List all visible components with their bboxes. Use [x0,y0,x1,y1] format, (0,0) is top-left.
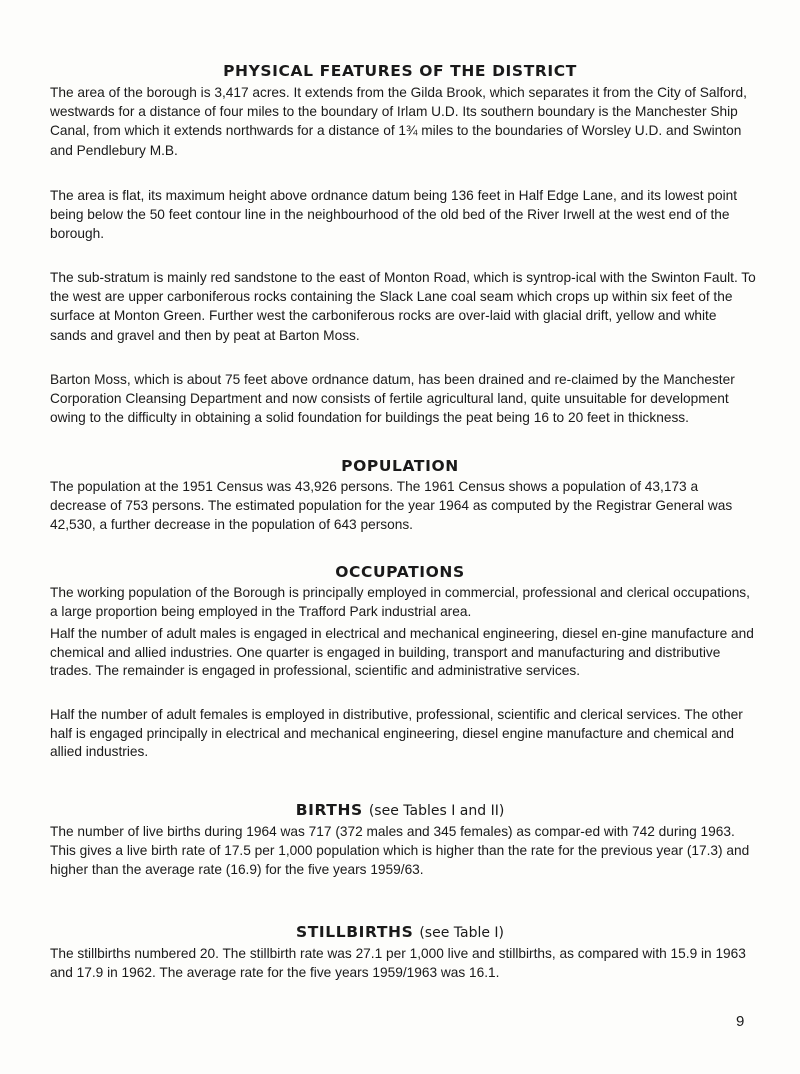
physical-paragraph-2: The area is flat, its maximum height above ordnance datum being 136 feet in Half Edge Lane, and its lowest point being below the 50 feet contour line in the neighbourhood of the old bed of the River Irwell at the west end of the borough. [50,188,738,242]
births-table-reference: (see Tables I and II) [368,803,505,819]
population-paragraph: The population at the 1951 Census was 43,926 persons. The 1961 Census shows a population of 43,173 a decrease of 753 persons. The estimated population for the year 1964 as computed by the Registrar General was 42,530, a further decrease in the population of 643 persons. [50,479,733,533]
physical-paragraph-4: Barton Moss, which is about 75 feet above ordnance datum, has been drained and re-claimed by the Manchester Corporation Cleansing Department and now consists of fertile agricultural land, quite unsuitable for development owing to the difficulty in obtaining a solid foundation for buildings the peat being 16 to 20 feet in thickness. [50,372,735,426]
occupations-paragraph-3: Half the number of adult females is employed in distributive, professional, scientific and clerical services. The other half is engaged principally in electrical and mechanical engineering, diesel engine manufacture and chemical and allied industries. [50,707,743,760]
occupations-paragraph-1: The working population of the Borough is principally employed in commercial, professional and clerical occupations, a large proportion being employed in the Trafford Park industrial area. [50,585,750,619]
heading-occupations: OCCUPATIONS [335,563,465,581]
page-number: 9 [736,1013,745,1030]
births-paragraph: The number of live births during 1964 was 717 (372 males and 345 females) as compar-ed with 742 during 1963. This gives a live birth rate of 17.5 per 1,000 population which is higher than the rate for the previous year (17.3) and higher than the average rate (16.9) for the five years 1959/63. [50,824,750,878]
heading-population: POPULATION [341,457,459,475]
physical-paragraph-1: The area of the borough is 3,417 acres. It extends from the Gilda Brook, which separates it from the City of Salford, westwards for a distance of four miles to the boundary of Irlam U.D. Its southern boundary is the Manchester Ship Canal, from which it extends northwards for a distance of 1¾ miles to the boundaries of Worsley U.D. and Swinton and Pendlebury M.B. [50,85,747,158]
occupations-paragraph-2: Half the number of adult males is engaged in electrical and mechanical engineering, diesel en-gine manufacture and chemical and allied industries. One quarter is engaged in building, transport and manufacturing and distributive trades. The remainder is engaged in professional, scientific and administrative services. [50,626,754,679]
stillbirths-table-reference: (see Table I) [419,925,505,941]
heading-stillbirths [0,923,800,941]
stillbirths-paragraph: The stillbirths numbered 20. The stillbirth rate was 27.1 per 1,000 live and stillbirths, as compared with 15.9 in 1963 and 17.9 in 1962. The average rate for the five years 1959/1963 was 16.1. [50,946,746,981]
births-title: BIRTHS [295,801,363,819]
physical-paragraph-3: The sub-stratum is mainly red sandstone to the east of Monton Road, which is syntrop-ical with the Swinton Fault. To the west are upper carboniferous rocks containing the Slack Lane coal seam which crops up within six feet of the surface at Monton Green. Further west the carboniferous rocks are over-laid with glacial drift, yellow and white sands and gravel and then by peat at Barton Moss. [50,270,756,343]
heading-physical-features: PHYSICAL FEATURES OF THE DISTRICT [223,62,577,80]
heading-births [0,801,800,819]
stillbirths-title: STILLBIRTHS [295,923,414,941]
